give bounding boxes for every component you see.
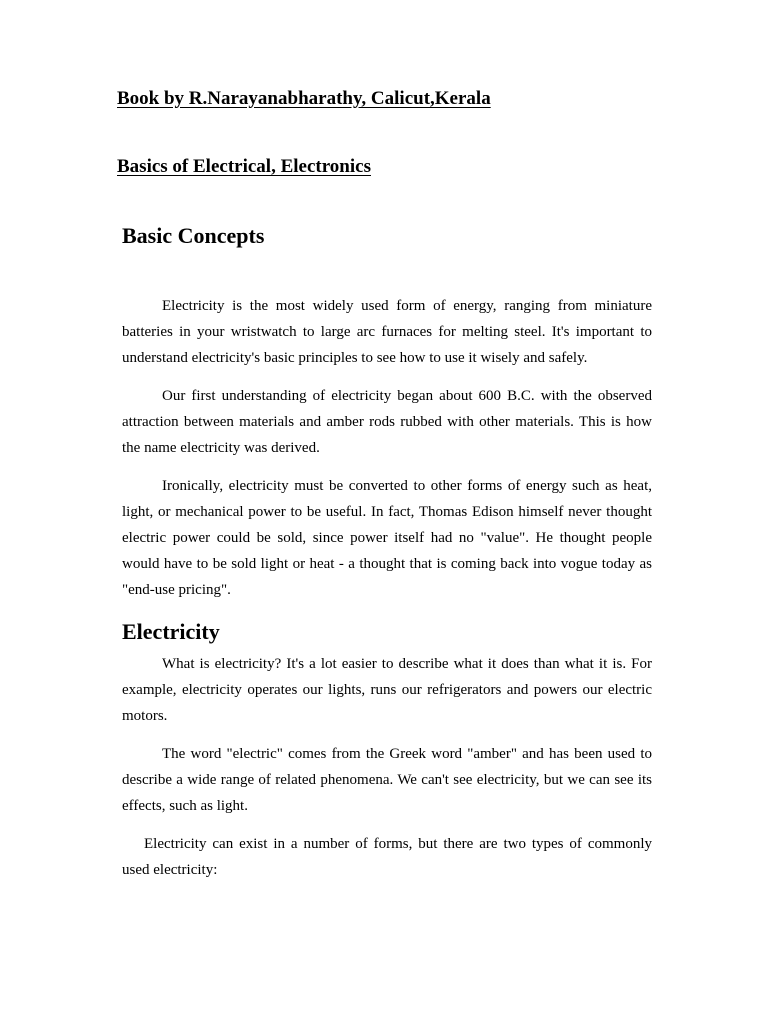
paragraph: Ironically, electricity must be converted to other forms of energy such as heat, light, or mechanical power to be useful. In fact, Thomas Edison himself never thought electric power could be sold, since power itself had no "value". He thought people would have to be sold light or heat - a thought that is coming back into vogue today as "end-use pricing". (122, 478, 652, 598)
paragraph: Electricity can exist in a number of forms, but there are two types of commonly used electricity: (122, 836, 652, 878)
section-title-electricity: Electricity (122, 619, 220, 644)
section-title-basic-concepts: Basic Concepts (122, 223, 265, 248)
paragraph: What is electricity? It's a lot easier to describe what it does than what it is. For example, electricity operates our lights, runs our refrigerators and powers our electric motors. (122, 656, 652, 724)
book-author-line: Book by R.Narayanabharathy, Calicut,Kerala (117, 88, 491, 109)
paragraph: Electricity is the most widely used form of energy, ranging from miniature batteries in your wristwatch to large arc furnaces for melting steel. It's important to understand electricity's basic principles to see how to use it wisely and safely. (122, 298, 652, 366)
paragraph: Our first understanding of electricity began about 600 B.C. with the observed attraction between materials and amber rods rubbed with other materials. This is how the name electricity was derived. (122, 388, 652, 456)
book-subtitle: Basics of Electrical, Electronics (117, 156, 371, 177)
paragraph: The word "electric" comes from the Greek word "amber" and has been used to describe a wide range of related phenomena. We can't see electricity, but we can see its effects, such as light. (122, 746, 652, 814)
